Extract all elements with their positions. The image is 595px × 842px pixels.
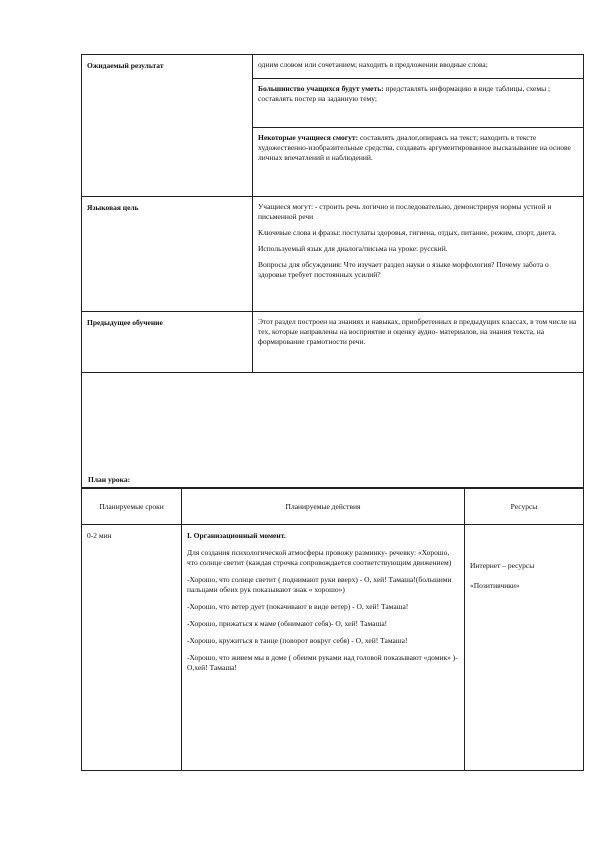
plan-action: Для создания психологической атмосферы провожу разминку- речевку: «Хорошо, что солнце светит (каждая строчка сопровождается соответствующим движением): [187, 548, 452, 567]
outcomes-all: одним словом или сочетанием; находить в предложении вводные слова;: [258, 60, 488, 69]
language-value: [253, 197, 584, 312]
outcomes-row: [82, 55, 584, 197]
resource-item: Интернет – ресурсы: [470, 561, 535, 570]
lesson-info-table: [81, 54, 584, 488]
plan-resources: [465, 525, 584, 771]
prior-row: [82, 312, 584, 373]
plan-actions: [182, 525, 465, 771]
header-resources: Ресурсы: [465, 489, 584, 525]
outcomes-value: [253, 55, 584, 197]
language-p4: Вопросы для обсуждения: Что изучает раздел науки о языке морфология? Почему забота о здоровье требует постоянных усилий?: [258, 260, 549, 279]
outcomes-most: [253, 78, 583, 127]
header-time: Планируемые сроки: [82, 489, 182, 525]
plan-header-row: [82, 489, 584, 525]
empty-cell: [82, 373, 584, 488]
prior-label: Предыдущее обучение: [82, 312, 253, 373]
language-row: [82, 197, 584, 312]
prior-value: [253, 312, 584, 373]
empty-row: [82, 373, 584, 488]
language-p1: Учащиеся могут: - строить речь логично и последовательно, демонстрируя нормы устной и письменной речи: [258, 202, 552, 221]
outcomes-most-lead: Большинство учащихся будут уметь:: [258, 84, 384, 93]
plan-action: -Хорошо, что живем мы в доме ( обеими руками над головой показывают «домик» )- О,хей! Тамаша!: [187, 653, 458, 672]
plan-action: -Хорошо, что ветер дует (покачивают в виде ветер) - О, хей! Тамаша!: [187, 602, 409, 611]
plan-action: -Хорошо, что солнце светит ( поднимают руки вверх) - О, хей! Тамаша!(большими пальцами обеих рук показывают знак « хорошо»): [187, 575, 452, 594]
language-label: Языковая цель: [82, 197, 253, 312]
plan-time: 0-2 мин: [82, 525, 182, 771]
language-p3: Используемый язык для диалога/письма на уроке: русский.: [258, 244, 448, 253]
language-p2: Ключевые слова и фразы: постулаты здоровья, гигиена, отдых, питание, режим, спорт, диета.: [258, 228, 557, 237]
plan-row: [82, 525, 584, 771]
header-actions: Планируемые действия: [182, 489, 465, 525]
plan-action: -Хорошо, кружиться в танце (поворот вокруг себя) - О, хей! Тамаша!: [187, 636, 408, 645]
plan-label: План урока:: [88, 475, 131, 484]
outcomes-some: [253, 127, 583, 169]
prior-text: Этот раздел построен на знаниях и навыках, приобретенных в предыдущих классах, в том числе на тех, которые направлены на восприятие и оценку аудио- материалов, на знания текста, на формирование грамотности речи.: [258, 317, 577, 346]
lesson-plan-table: [81, 488, 584, 771]
plan-action: -Хорошо, прижаться к маме (обнимают себя)- О, хей! Тамаша!: [187, 619, 388, 628]
outcomes-some-lead: Некоторые учащиеся смогут:: [258, 133, 359, 142]
outcomes-most-text: представлять информацию в виде таблицы, схемы ; составлять постер на заданную тему;: [258, 84, 551, 103]
outcomes-some-text: составлять диалог,опираясь на текст; находить в тексте художественно-изобразительные средства, создавать аргументированное высказывание на основе личных впечатлений и наблюдений.: [258, 133, 571, 162]
resource-item: «Позитивчики»: [470, 581, 520, 590]
outcomes-label: Ожидаемый результат: [82, 55, 253, 197]
plan-stage-title: I. Организационный момент.: [187, 531, 286, 540]
